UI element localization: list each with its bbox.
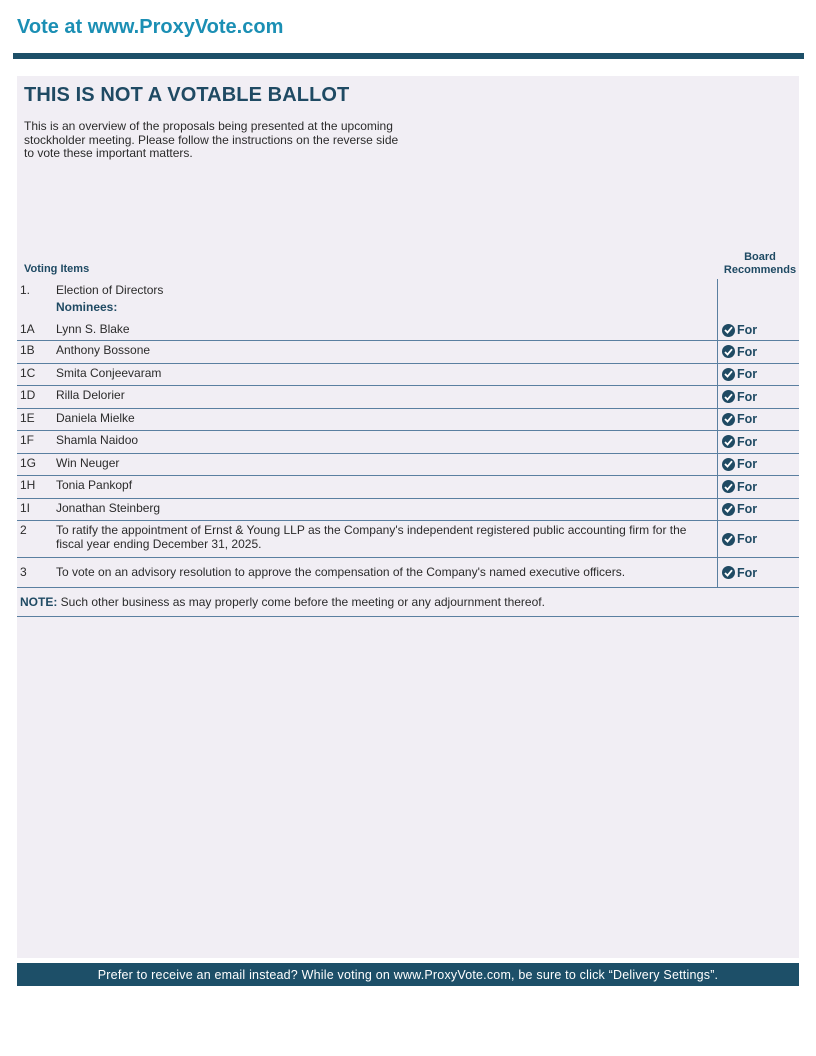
recommendation-cell [717,364,799,386]
nominee-number: 1D [20,388,36,402]
nominee-number: 1G [20,455,37,470]
recommendation-cell [717,320,799,340]
table-row [17,476,799,499]
recommendation-cell [717,499,799,521]
nominee-number: 1A [20,322,35,336]
item-1-label: Election of Directors [56,283,164,297]
item-3-text: To vote on an advisory resolution to approve the compensation of the Company's named executive officers. [56,565,626,579]
recommendation-cell [717,476,799,498]
item-2-text: To ratify the appointment of Ernst & Young LLP as the Company's independent registered public accounting firm for the fiscal year ending December 31, 2025. [56,523,687,551]
recommendation-value: For [737,323,758,337]
recommendation-value: For [737,532,758,546]
table-row-item-3 [17,558,799,588]
nominee-number: 1B [20,343,35,357]
check-circle-icon [722,390,735,403]
table-row-item-2 [17,521,799,558]
recommendation-value: For [737,434,758,449]
check-circle-icon [722,368,735,381]
delivery-settings-banner: Prefer to receive an email instead? While voting on www.ProxyVote.com, be sure to click “Delivery Settings”. [17,963,799,986]
voting-items-header: Voting Items [24,263,90,275]
item-number: 1. [20,283,31,297]
item-1-text [56,279,717,320]
nominee-number: 1E [20,410,35,425]
nominee-number: 1H [20,478,36,492]
check-circle-icon [722,480,735,493]
check-circle-icon [722,458,735,471]
nominee-name: Anthony Bossone [56,343,151,357]
empty-recommendation [717,279,799,320]
recommendation-value: For [737,344,758,359]
board-header-line2: Recommends [723,264,797,276]
table-row-item-1 [17,279,799,320]
table-row [17,454,799,477]
table-row [17,364,799,387]
nominee-name: Smita Conjeevaram [56,365,162,380]
recommendation-value: For [737,502,758,517]
nominee-number: 1F [20,433,35,447]
recommendation-cell [717,386,799,408]
table-row [17,386,799,409]
item-number: 3 [20,565,27,579]
check-circle-icon [722,533,735,546]
recommendation-value: For [737,457,758,472]
table-row [17,431,799,454]
nominees-label: Nominees: [56,300,118,314]
table-row [17,341,799,364]
note-label: NOTE: [20,595,58,609]
voting-items-table [17,279,799,617]
recommendation-value: For [737,412,758,427]
nominee-name: Win Neuger [56,455,120,470]
nominee-name: Lynn S. Blake [56,322,130,336]
recommendation-cell [717,431,799,453]
recommendation-cell [717,558,799,587]
nominee-name: Rilla Delorier [56,388,125,402]
board-header-line1: Board [744,251,776,263]
check-circle-icon [722,435,735,448]
nominee-name: Daniela Mielke [56,410,135,425]
recommendation-cell [717,521,799,557]
table-row [17,409,799,432]
note-text: Such other business as may properly come before the meeting or any adjournment thereof. [57,595,545,609]
recommendation-value: For [737,479,758,494]
note-row [17,588,799,617]
recommendation-cell [717,454,799,476]
recommendation-value: For [737,367,758,382]
page-title: Vote at www.ProxyVote.com [17,16,284,38]
header-divider [13,53,804,59]
ballot-heading: THIS IS NOT A VOTABLE BALLOT [24,84,350,106]
recommendation-value: For [737,389,758,404]
nominee-name: Jonathan Steinberg [56,500,161,515]
recommendation-cell [717,341,799,363]
check-circle-icon [722,503,735,516]
nominee-name: Shamla Naidoo [56,433,139,447]
nominee-number: 1I [20,500,31,515]
nominee-name: Tonia Pankopf [56,478,133,492]
recommendation-value: For [737,565,758,580]
check-circle-icon [722,324,735,337]
check-circle-icon [722,566,735,579]
check-circle-icon [722,413,735,426]
table-row [17,320,799,341]
recommendation-cell [717,409,799,431]
check-circle-icon [722,345,735,358]
board-recommends-header [718,251,802,277]
table-row [17,499,799,522]
item-number: 2 [20,523,27,537]
ballot-intro: This is an overview of the proposals being presented at the upcoming stockholder meeting. Please follow the instructions on the reverse side to vote these important matters. [24,119,399,160]
nominee-number: 1C [20,365,36,380]
